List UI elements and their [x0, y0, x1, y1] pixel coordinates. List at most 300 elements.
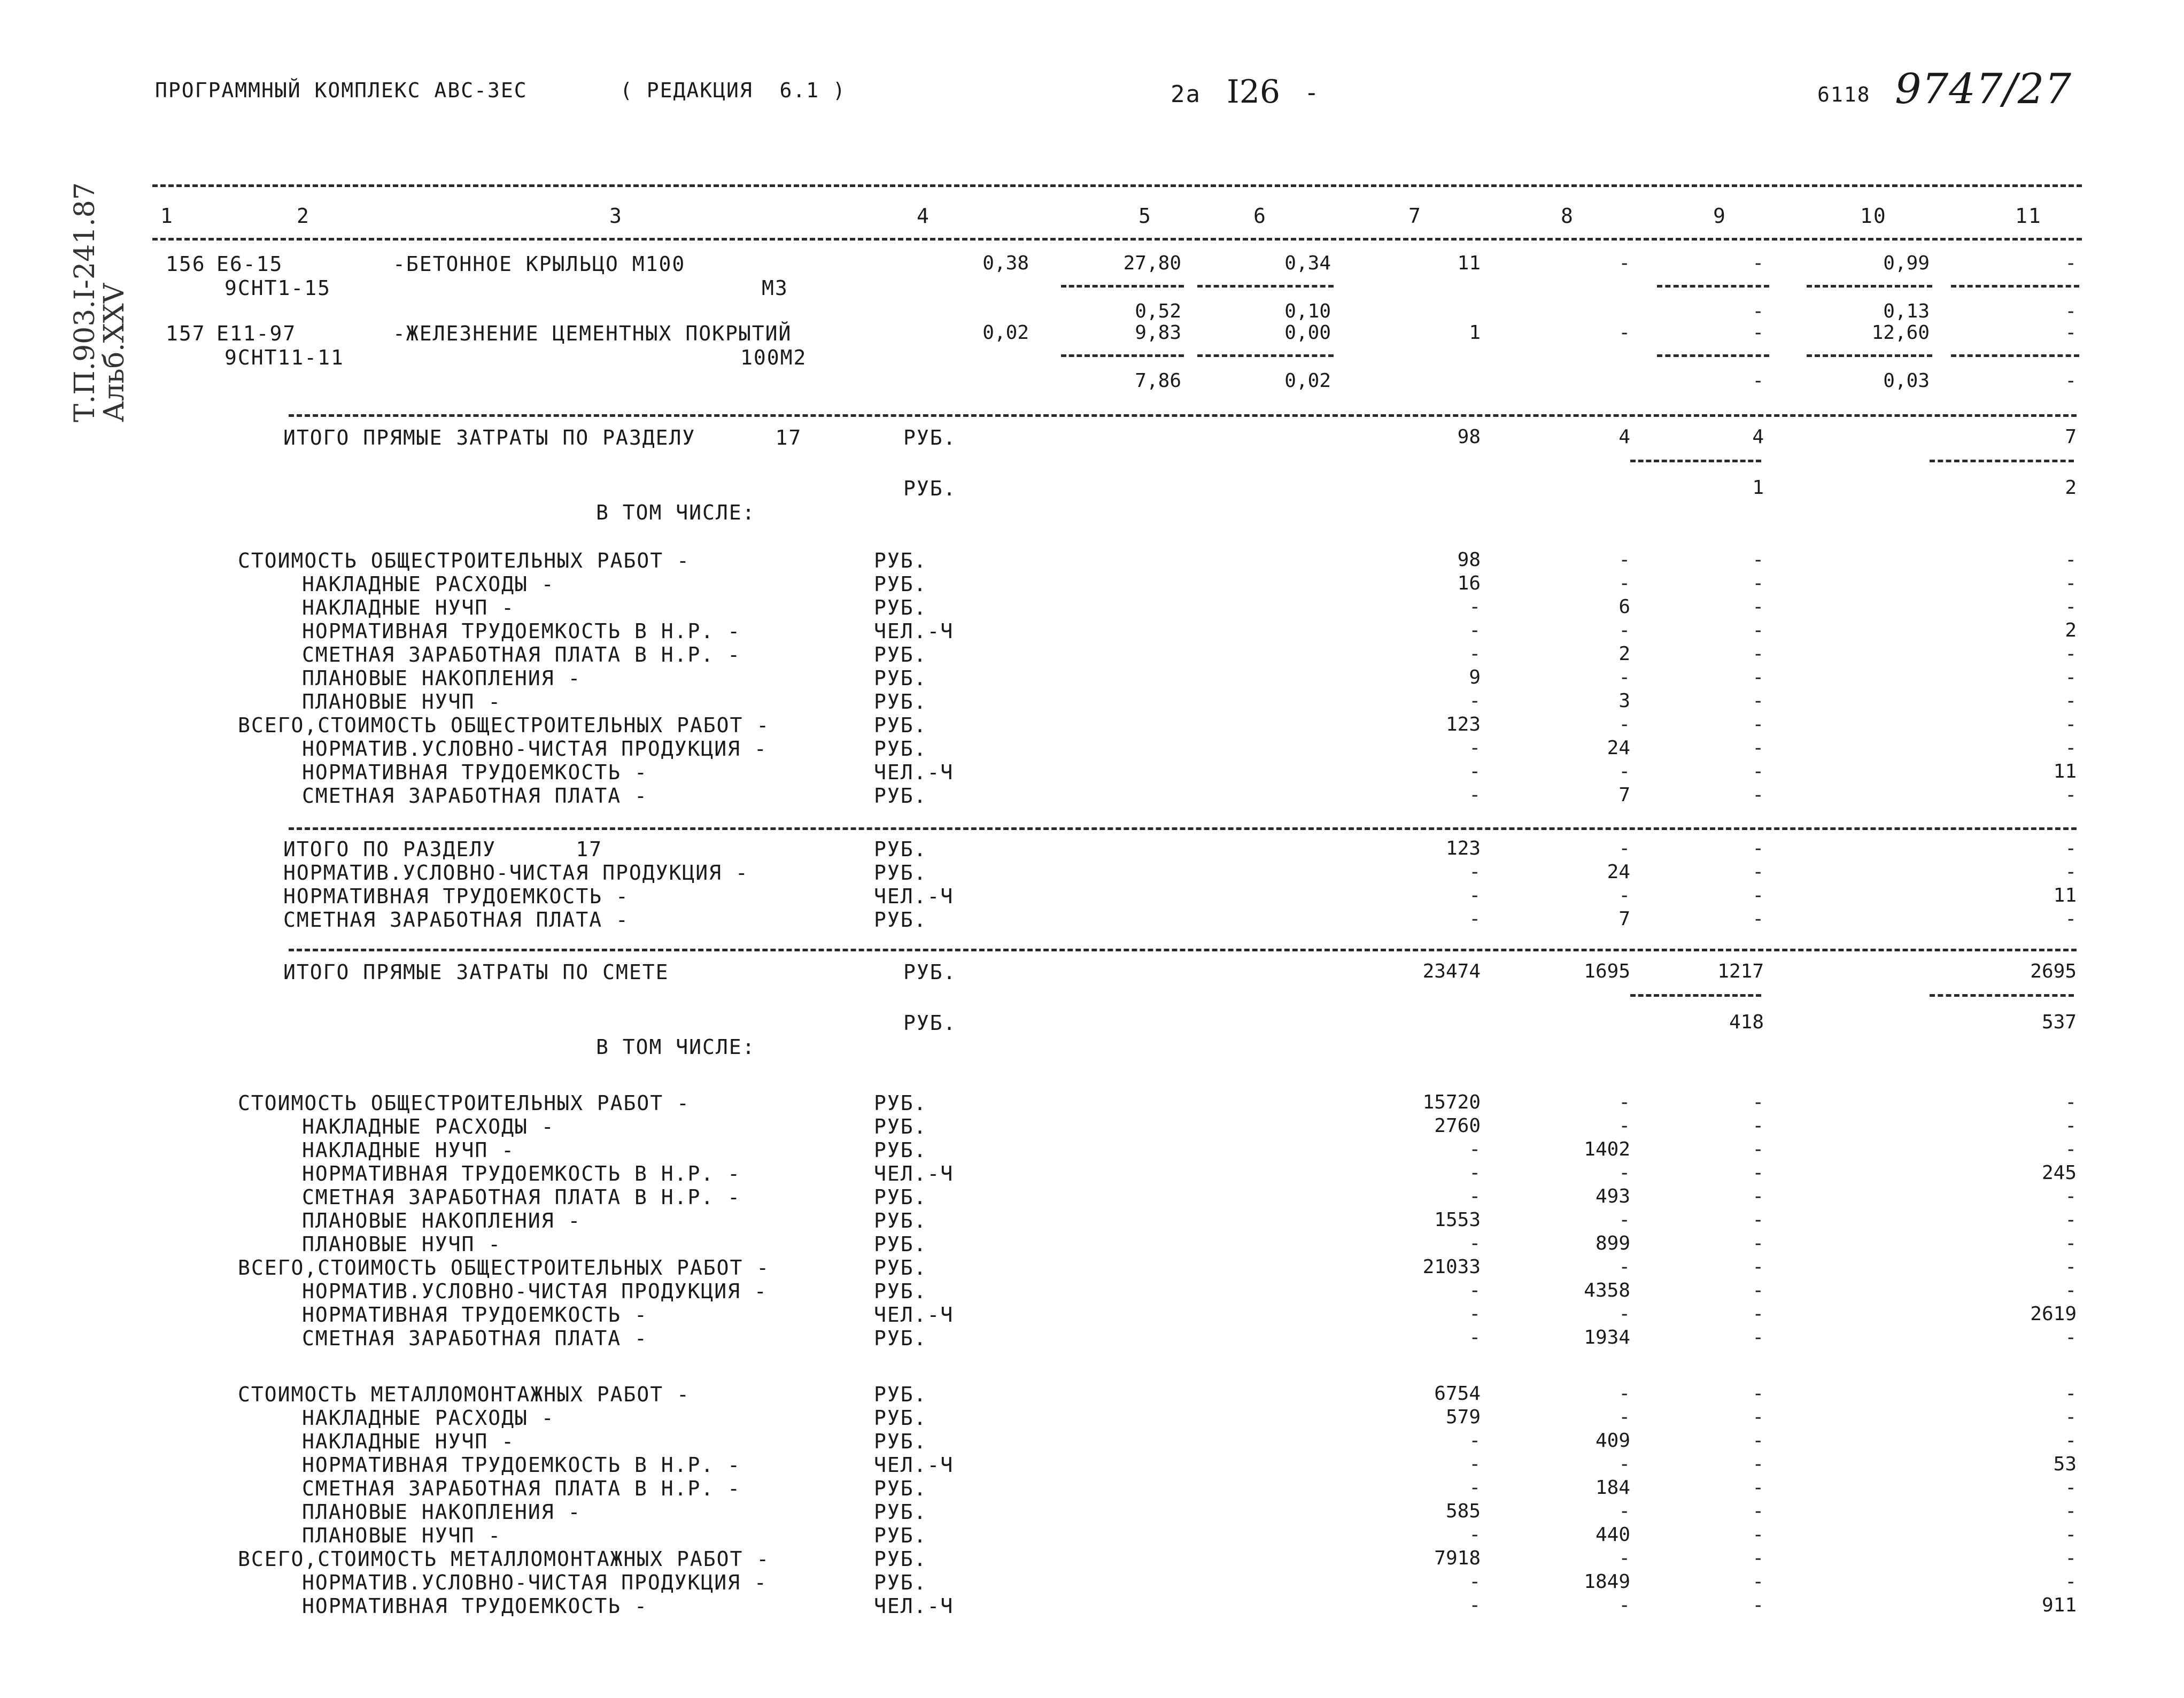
estimate-direct-c8: 1695: [1584, 960, 1630, 982]
estimate-metal-row-c7: -: [1469, 1594, 1481, 1616]
item-code: Е6-15: [216, 252, 283, 276]
program-title: ПРОГРАММНЫЙ КОМПЛЕКС АВС-3ЕС: [155, 79, 528, 102]
item-rule-c9: [1657, 354, 1769, 357]
estimate-metal-row-c7: -: [1469, 1524, 1481, 1546]
section-row-label: НОРМАТИВНАЯ ТРУДОЕМКОСТЬ -: [302, 761, 648, 784]
page-prefix: 2а: [1171, 81, 1201, 108]
section-row-c9: -: [1752, 666, 1764, 688]
section-row-c9: -: [1752, 643, 1764, 665]
section-row-label: ВСЕГО,СТОИМОСТЬ ОБЩЕСТРОИТЕЛЬНЫХ РАБОТ -: [238, 714, 770, 737]
section-row-c9: -: [1752, 784, 1764, 806]
section-row-c7: -: [1469, 643, 1481, 665]
section-row-c7: -: [1469, 737, 1481, 759]
estimate-general-row-label: НАКЛАДНЫЕ НУЧП -: [302, 1138, 515, 1162]
item-code: Е11-97: [216, 322, 297, 345]
estimate-metal-row-c11: 911: [2041, 1594, 2077, 1616]
item-name: -БЕТОННОЕ КРЫЛЬЦО М100: [393, 252, 686, 276]
rule-section-totals: [289, 827, 2077, 830]
estimate-general-row-c7: -: [1469, 1280, 1481, 1301]
estimate-metal-row-label: ПЛАНОВЫЕ НУЧП -: [302, 1524, 502, 1547]
section-total-unit: РУБ.: [874, 908, 927, 932]
rule-sub11-b: [1930, 994, 2074, 997]
side-stamp-line2: Альб.XXV: [98, 283, 130, 422]
estimate-general-row-label: ПЛАНОВЫЕ НАКОПЛЕНИЯ -: [302, 1209, 582, 1232]
section-row-c8: -: [1618, 666, 1630, 688]
estimate-general-row-c8: -: [1618, 1162, 1630, 1184]
item-subcode: 9СНТ11-11: [224, 346, 344, 369]
estimate-metal-row-c8: 409: [1595, 1430, 1630, 1452]
section-row-c8: -: [1618, 619, 1630, 641]
section-direct-unit2: РУБ.: [903, 477, 957, 500]
estimate-general-row-c8: 899: [1595, 1232, 1630, 1254]
estimate-metal-row-c11: -: [2065, 1477, 2077, 1499]
item-qty: 0,38: [982, 252, 1029, 274]
page-dash: -: [1304, 78, 1320, 107]
item-name: -ЖЕЛЕЗНЕНИЕ ЦЕМЕНТНЫХ ПОКРЫТИЙ: [393, 322, 792, 345]
estimate-general-row-c9: -: [1752, 1091, 1764, 1113]
estimate-general-row-c8: 493: [1595, 1185, 1630, 1207]
section-total-c7: 123: [1445, 838, 1481, 859]
section-row-c11: -: [2065, 737, 2077, 759]
estimate-direct-c11: 2695: [2030, 960, 2077, 982]
section-row-c8: -: [1618, 572, 1630, 594]
estimate-metal-row-c9: -: [1752, 1500, 1764, 1522]
estimate-general-row-label: СМЕТНАЯ ЗАРАБОТНАЯ ПЛАТА В Н.Р. -: [302, 1185, 741, 1209]
estimate-metal-row-label: ВСЕГО,СТОИМОСТЬ МЕТАЛЛОМОНТАЖНЫХ РАБОТ -: [238, 1547, 770, 1571]
section-row-c7: 16: [1457, 572, 1481, 594]
estimate-general-row-c8: 1402: [1584, 1138, 1630, 1160]
section-row-unit: РУБ.: [874, 643, 927, 666]
section-row-c9: -: [1752, 549, 1764, 571]
section-row-c8: 6: [1618, 596, 1630, 618]
estimate-metal-row-c7: 6754: [1434, 1383, 1481, 1405]
item-sub6: 0,02: [1284, 370, 1331, 392]
item-c8: -: [1618, 252, 1630, 274]
column-header-7: 7: [1408, 204, 1422, 228]
estimate-metal-row-c8: 440: [1595, 1524, 1630, 1546]
estimate-metal-row-c8: 1849: [1584, 1571, 1630, 1593]
section-row-c9: -: [1752, 737, 1764, 759]
estimate-general-row-c7: 2760: [1434, 1115, 1481, 1137]
section-row-c11: -: [2065, 666, 2077, 688]
section-total-c7: -: [1469, 885, 1481, 906]
section-row-c9: -: [1752, 596, 1764, 618]
doc-code: 6118: [1817, 83, 1871, 106]
estimate-general-row-c7: -: [1469, 1162, 1481, 1184]
column-header-6: 6: [1253, 204, 1267, 228]
item-sub10: 0,13: [1883, 300, 1930, 322]
estimate-general-row-unit: РУБ.: [874, 1185, 927, 1209]
section-total-c9: -: [1752, 838, 1764, 859]
estimate-direct-label: ИТОГО ПРЯМЫЕ ЗАТРАТЫ ПО СМЕТЕ: [283, 960, 669, 984]
item-c11: -: [2065, 252, 2077, 274]
section-row-c7: -: [1469, 761, 1481, 782]
item-c10: 12,60: [1871, 322, 1930, 344]
estimate-general-row-c11: -: [2065, 1280, 2077, 1301]
item-rule-c11: [1951, 285, 2079, 288]
rule-section-direct: [289, 414, 2077, 417]
estimate-general-row-c7: 1553: [1434, 1209, 1481, 1231]
item-sub10: 0,03: [1883, 370, 1930, 392]
estimate-metal-row-unit: ЧЕЛ.-Ч: [874, 1594, 954, 1618]
estimate-general-row-label: НОРМАТИВНАЯ ТРУДОЕМКОСТЬ -: [302, 1303, 648, 1327]
item-rule-c11: [1951, 354, 2079, 357]
section-row-c11: -: [2065, 572, 2077, 594]
estimate-general-row-unit: РУБ.: [874, 1091, 927, 1115]
estimate-general-row-unit: ЧЕЛ.-Ч: [874, 1303, 954, 1327]
section-row-unit: ЧЕЛ.-Ч: [874, 761, 954, 784]
item-c9: -: [1752, 322, 1764, 344]
estimate-metal-row-c7: -: [1469, 1571, 1481, 1593]
estimate-general-row-c9: -: [1752, 1209, 1764, 1231]
estimate-general-row-c7: -: [1469, 1303, 1481, 1325]
estimate-metal-row-c7: -: [1469, 1477, 1481, 1499]
estimate-metal-row-c11: -: [2065, 1571, 2077, 1593]
estimate-metal-row-c11: -: [2065, 1430, 2077, 1452]
section-row-label: НАКЛАДНЫЕ НУЧП -: [302, 596, 515, 619]
estimate-metal-row-unit: РУБ.: [874, 1524, 927, 1547]
section-row-unit: РУБ.: [874, 572, 927, 596]
section-row-c11: 2: [2065, 619, 2077, 641]
item-sub11: -: [2065, 370, 2077, 392]
section-row-c9: -: [1752, 714, 1764, 735]
item-rule-c5: [1061, 354, 1184, 357]
section-total-c7: -: [1469, 861, 1481, 883]
item-subcode: 9СНТ1-15: [224, 276, 331, 300]
estimate-general-row-c9: -: [1752, 1280, 1764, 1301]
item-c11: -: [2065, 322, 2077, 344]
section-row-c7: 98: [1457, 549, 1481, 571]
estimate-general-row-c8: 1934: [1584, 1327, 1630, 1348]
section-total-unit: ЧЕЛ.-Ч: [874, 885, 954, 908]
section-row-unit: РУБ.: [874, 549, 927, 572]
estimate-metal-row-c7: 585: [1445, 1500, 1481, 1522]
estimate-direct-c9b: 418: [1729, 1011, 1764, 1033]
section-row-label: СМЕТНАЯ ЗАРАБОТНАЯ ПЛАТА -: [302, 784, 648, 808]
section-row-c7: 9: [1469, 666, 1481, 688]
estimate-general-row-label: СМЕТНАЯ ЗАРАБОТНАЯ ПЛАТА -: [302, 1327, 648, 1350]
estimate-general-row-c7: 21033: [1422, 1256, 1481, 1278]
estimate-general-row-c11: -: [2065, 1185, 2077, 1207]
section-incl-label: В ТОМ ЧИСЛЕ:: [596, 501, 756, 524]
estimate-metal-row-unit: РУБ.: [874, 1477, 927, 1500]
section-total-unit: РУБ.: [874, 838, 927, 861]
estimate-metal-row-unit: ЧЕЛ.-Ч: [874, 1453, 954, 1477]
section-direct-label: ИТОГО ПРЯМЫЕ ЗАТРАТЫ ПО РАЗДЕЛУ 17: [283, 426, 802, 449]
item-c9: -: [1752, 252, 1764, 274]
item-unit: М3: [762, 276, 788, 300]
estimate-metal-row-c7: -: [1469, 1453, 1481, 1475]
estimate-metal-row-c11: -: [2065, 1524, 2077, 1546]
section-total-c8: -: [1618, 838, 1630, 859]
side-stamp: [71, 182, 129, 422]
section-row-unit: РУБ.: [874, 666, 927, 690]
estimate-general-row-label: ВСЕГО,СТОИМОСТЬ ОБЩЕСТРОИТЕЛЬНЫХ РАБОТ -: [238, 1256, 770, 1280]
estimate-metal-row-c8: -: [1618, 1453, 1630, 1475]
section-row-label: СТОИМОСТЬ ОБЩЕСТРОИТЕЛЬНЫХ РАБОТ -: [238, 549, 690, 572]
edition-label: ( РЕДАКЦИЯ 6.1 ): [620, 79, 846, 102]
estimate-metal-row-unit: РУБ.: [874, 1430, 927, 1453]
estimate-general-row-label: НОРМАТИВ.УСЛОВНО-ЧИСТАЯ ПРОДУКЦИЯ -: [302, 1280, 768, 1303]
rule-sub11-a: [1930, 460, 2074, 462]
section-row-label: НАКЛАДНЫЕ РАСХОДЫ -: [302, 572, 555, 596]
section-total-label: НОРМАТИВ.УСЛОВНО-ЧИСТАЯ ПРОДУКЦИЯ -: [283, 861, 749, 885]
estimate-general-row-unit: РУБ.: [874, 1327, 927, 1350]
estimate-general-row-c9: -: [1752, 1232, 1764, 1254]
estimate-metal-row-c9: -: [1752, 1524, 1764, 1546]
section-total-label: ИТОГО ПО РАЗДЕЛУ 17: [283, 838, 603, 861]
section-row-c11: -: [2065, 714, 2077, 735]
column-header-10: 10: [1860, 204, 1887, 228]
section-row-c7: -: [1469, 619, 1481, 641]
estimate-metal-row-c8: 184: [1595, 1477, 1630, 1499]
column-header-8: 8: [1561, 204, 1574, 228]
section-row-c7: -: [1469, 784, 1481, 806]
section-direct-c11b: 2: [2065, 477, 2077, 499]
section-direct-c11: 7: [2065, 426, 2077, 448]
section-row-c8: -: [1618, 761, 1630, 782]
estimate-general-row-c7: -: [1469, 1138, 1481, 1160]
section-row-c9: -: [1752, 690, 1764, 712]
estimate-general-row-label: НОРМАТИВНАЯ ТРУДОЕМКОСТЬ В Н.Р. -: [302, 1162, 741, 1185]
section-total-unit: РУБ.: [874, 861, 927, 885]
estimate-metal-row-label: НОРМАТИВНАЯ ТРУДОЕМКОСТЬ -: [302, 1594, 648, 1618]
estimate-general-row-c11: 245: [2041, 1162, 2077, 1184]
item-rule-c5: [1061, 285, 1184, 288]
estimate-general-row-c8: -: [1618, 1256, 1630, 1278]
item-unit: 100М2: [740, 346, 807, 369]
estimate-general-row-c7: -: [1469, 1232, 1481, 1254]
section-row-c11: -: [2065, 643, 2077, 665]
section-row-unit: РУБ.: [874, 596, 927, 619]
section-total-label: НОРМАТИВНАЯ ТРУДОЕМКОСТЬ -: [283, 885, 629, 908]
estimate-general-row-c9: -: [1752, 1162, 1764, 1184]
page-number: I26: [1227, 73, 1281, 111]
item-sub5: 7,86: [1135, 370, 1181, 392]
section-total-c9: -: [1752, 908, 1764, 930]
item-number: 156: [166, 252, 206, 276]
estimate-metal-row-c9: -: [1752, 1406, 1764, 1428]
estimate-general-row-c9: -: [1752, 1138, 1764, 1160]
section-total-c8: 7: [1618, 908, 1630, 930]
estimate-metal-row-c8: -: [1618, 1547, 1630, 1569]
section-row-c9: -: [1752, 572, 1764, 594]
section-row-c8: 2: [1618, 643, 1630, 665]
estimate-general-row-c8: -: [1618, 1115, 1630, 1137]
section-row-unit: РУБ.: [874, 690, 927, 714]
estimate-general-row-c8: 4358: [1584, 1280, 1630, 1301]
estimate-metal-row-c8: -: [1618, 1500, 1630, 1522]
estimate-metal-row-unit: РУБ.: [874, 1571, 927, 1594]
column-header-9: 9: [1713, 204, 1726, 228]
estimate-general-row-c11: -: [2065, 1138, 2077, 1160]
item-rule-c6: [1197, 285, 1334, 288]
column-header-5: 5: [1139, 204, 1152, 228]
estimate-metal-row-c7: 579: [1445, 1406, 1481, 1428]
estimate-metal-row-c8: -: [1618, 1406, 1630, 1428]
estimate-general-row-c8: -: [1618, 1303, 1630, 1325]
estimate-metal-row-c9: -: [1752, 1594, 1764, 1616]
estimate-metal-row-c8: -: [1618, 1594, 1630, 1616]
section-row-label: НОРМАТИВНАЯ ТРУДОЕМКОСТЬ В Н.Р. -: [302, 619, 741, 643]
section-row-c8: -: [1618, 549, 1630, 571]
estimate-metal-row-c9: -: [1752, 1571, 1764, 1593]
item-c6: 0,00: [1284, 322, 1331, 344]
section-total-label: СМЕТНАЯ ЗАРАБОТНАЯ ПЛАТА -: [283, 908, 629, 932]
estimate-general-row-c11: -: [2065, 1232, 2077, 1254]
estimate-metal-row-c9: -: [1752, 1547, 1764, 1569]
item-sub5: 0,52: [1135, 300, 1181, 322]
rule-sub9-b: [1630, 994, 1761, 997]
item-sub9: -: [1752, 370, 1764, 392]
item-sub11: -: [2065, 300, 2077, 322]
estimate-metal-row-label: ПЛАНОВЫЕ НАКОПЛЕНИЯ -: [302, 1500, 582, 1524]
rule-sub9-a: [1630, 460, 1761, 462]
rule-estimate-direct: [289, 949, 2077, 951]
estimate-metal-row-c11: -: [2065, 1383, 2077, 1405]
estimate-metal-row-c11: -: [2065, 1406, 2077, 1428]
rule-header-bottom: [152, 238, 2082, 241]
estimate-general-row-c9: -: [1752, 1303, 1764, 1325]
section-row-label: ПЛАНОВЫЕ НАКОПЛЕНИЯ -: [302, 666, 582, 690]
estimate-general-row-unit: РУБ.: [874, 1280, 927, 1303]
estimate-general-row-unit: ЧЕЛ.-Ч: [874, 1162, 954, 1185]
column-header-4: 4: [917, 204, 930, 228]
section-row-c11: -: [2065, 784, 2077, 806]
column-header-3: 3: [609, 204, 623, 228]
section-total-c9: -: [1752, 861, 1764, 883]
section-row-label: СМЕТНАЯ ЗАРАБОТНАЯ ПЛАТА В Н.Р. -: [302, 643, 741, 666]
section-total-c11: 11: [2053, 885, 2077, 906]
estimate-general-row-c8: -: [1618, 1091, 1630, 1113]
column-header-1: 1: [160, 204, 174, 228]
estimate-general-row-c7: 15720: [1422, 1091, 1481, 1113]
item-c7: 11: [1457, 252, 1481, 274]
section-total-c11: -: [2065, 908, 2077, 930]
section-row-c8: 3: [1618, 690, 1630, 712]
estimate-general-row-c11: -: [2065, 1209, 2077, 1231]
estimate-metal-row-c9: -: [1752, 1430, 1764, 1452]
section-total-c11: -: [2065, 861, 2077, 883]
section-total-c9: -: [1752, 885, 1764, 906]
estimate-metal-row-c7: 7918: [1434, 1547, 1481, 1569]
section-direct-c8: 4: [1618, 426, 1630, 448]
estimate-direct-unit2: РУБ.: [903, 1011, 957, 1035]
estimate-metal-row-c9: -: [1752, 1477, 1764, 1499]
estimate-metal-row-c9: -: [1752, 1383, 1764, 1405]
estimate-direct-c7: 23474: [1422, 960, 1481, 982]
estimate-metal-row-c8: -: [1618, 1383, 1630, 1405]
item-rule-c10: [1807, 354, 1932, 357]
item-rule-c6: [1197, 354, 1334, 357]
section-row-c8: -: [1618, 714, 1630, 735]
section-direct-unit: РУБ.: [903, 426, 957, 449]
estimate-metal-row-label: СМЕТНАЯ ЗАРАБОТНАЯ ПЛАТА В Н.Р. -: [302, 1477, 741, 1500]
section-row-unit: РУБ.: [874, 784, 927, 808]
section-row-c8: 7: [1618, 784, 1630, 806]
estimate-metal-row-c9: -: [1752, 1453, 1764, 1475]
estimate-general-row-unit: РУБ.: [874, 1138, 927, 1162]
estimate-general-row-unit: РУБ.: [874, 1209, 927, 1232]
section-total-c8: 24: [1607, 861, 1630, 883]
section-row-c9: -: [1752, 761, 1764, 782]
estimate-metal-row-unit: РУБ.: [874, 1547, 927, 1571]
estimate-metal-row-label: НОРМАТИВ.УСЛОВНО-ЧИСТАЯ ПРОДУКЦИЯ -: [302, 1571, 768, 1594]
column-header-2: 2: [297, 204, 310, 228]
item-c6: 0,34: [1284, 252, 1331, 274]
item-number: 157: [166, 322, 206, 345]
estimate-general-row-c11: 2619: [2030, 1303, 2077, 1325]
estimate-metal-row-label: НАКЛАДНЫЕ НУЧП -: [302, 1430, 515, 1453]
estimate-direct-c11b: 537: [2041, 1011, 2077, 1033]
estimate-direct-c9: 1217: [1717, 960, 1764, 982]
estimate-metal-row-c11: 53: [2053, 1453, 2077, 1475]
section-row-c11: -: [2065, 596, 2077, 618]
column-header-11: 11: [2015, 204, 2042, 228]
section-row-label: НОРМАТИВ.УСЛОВНО-ЧИСТАЯ ПРОДУКЦИЯ -: [302, 737, 768, 761]
estimate-general-row-label: ПЛАНОВЫЕ НУЧП -: [302, 1232, 502, 1256]
section-row-unit: РУБ.: [874, 714, 927, 737]
estimate-general-row-label: НАКЛАДНЫЕ РАСХОДЫ -: [302, 1115, 555, 1138]
section-row-c11: -: [2065, 549, 2077, 571]
estimate-general-row-c7: -: [1469, 1185, 1481, 1207]
estimate-metal-row-c7: -: [1469, 1430, 1481, 1452]
estimate-general-row-c11: -: [2065, 1327, 2077, 1348]
item-rule-c9: [1657, 285, 1769, 288]
item-c5: 27,80: [1123, 252, 1181, 274]
estimate-general-row-c9: -: [1752, 1185, 1764, 1207]
section-row-c7: -: [1469, 690, 1481, 712]
section-total-c7: -: [1469, 908, 1481, 930]
item-sub6: 0,10: [1284, 300, 1331, 322]
section-row-label: ПЛАНОВЫЕ НУЧП -: [302, 690, 502, 714]
estimate-metal-row-label: НОРМАТИВНАЯ ТРУДОЕМКОСТЬ В Н.Р. -: [302, 1453, 741, 1477]
section-total-c11: -: [2065, 838, 2077, 859]
section-row-c11: -: [2065, 690, 2077, 712]
section-row-c11: 11: [2053, 761, 2077, 782]
side-stamp-line1: Т.П.903.I-241.87: [69, 182, 101, 422]
estimate-metal-row-unit: РУБ.: [874, 1500, 927, 1524]
estimate-general-row-c7: -: [1469, 1327, 1481, 1348]
estimate-metal-row-label: СТОИМОСТЬ МЕТАЛЛОМОНТАЖНЫХ РАБОТ -: [238, 1383, 690, 1406]
section-direct-c7: 98: [1457, 426, 1481, 448]
estimate-general-row-unit: РУБ.: [874, 1115, 927, 1138]
item-rule-c10: [1807, 285, 1932, 288]
item-c10: 0,99: [1883, 252, 1930, 274]
section-row-unit: РУБ.: [874, 737, 927, 761]
section-row-c7: -: [1469, 596, 1481, 618]
estimate-incl-label: В ТОМ ЧИСЛЕ:: [596, 1035, 756, 1059]
estimate-metal-row-unit: РУБ.: [874, 1406, 927, 1430]
estimate-general-row-label: СТОИМОСТЬ ОБЩЕСТРОИТЕЛЬНЫХ РАБОТ -: [238, 1091, 690, 1115]
estimate-general-row-unit: РУБ.: [874, 1232, 927, 1256]
section-row-c8: 24: [1607, 737, 1630, 759]
section-direct-c9: 4: [1752, 426, 1764, 448]
estimate-general-row-c9: -: [1752, 1115, 1764, 1137]
item-sub9: -: [1752, 300, 1764, 322]
estimate-metal-row-unit: РУБ.: [874, 1383, 927, 1406]
estimate-general-row-unit: РУБ.: [874, 1256, 927, 1280]
estimate-general-row-c11: -: [2065, 1115, 2077, 1137]
section-row-unit: ЧЕЛ.-Ч: [874, 619, 954, 643]
item-c8: -: [1618, 322, 1630, 344]
section-row-c9: -: [1752, 619, 1764, 641]
estimate-general-row-c11: -: [2065, 1091, 2077, 1113]
estimate-general-row-c11: -: [2065, 1256, 2077, 1278]
section-direct-c9b: 1: [1752, 477, 1764, 499]
section-row-c7: 123: [1445, 714, 1481, 735]
estimate-metal-row-label: НАКЛАДНЫЕ РАСХОДЫ -: [302, 1406, 555, 1430]
